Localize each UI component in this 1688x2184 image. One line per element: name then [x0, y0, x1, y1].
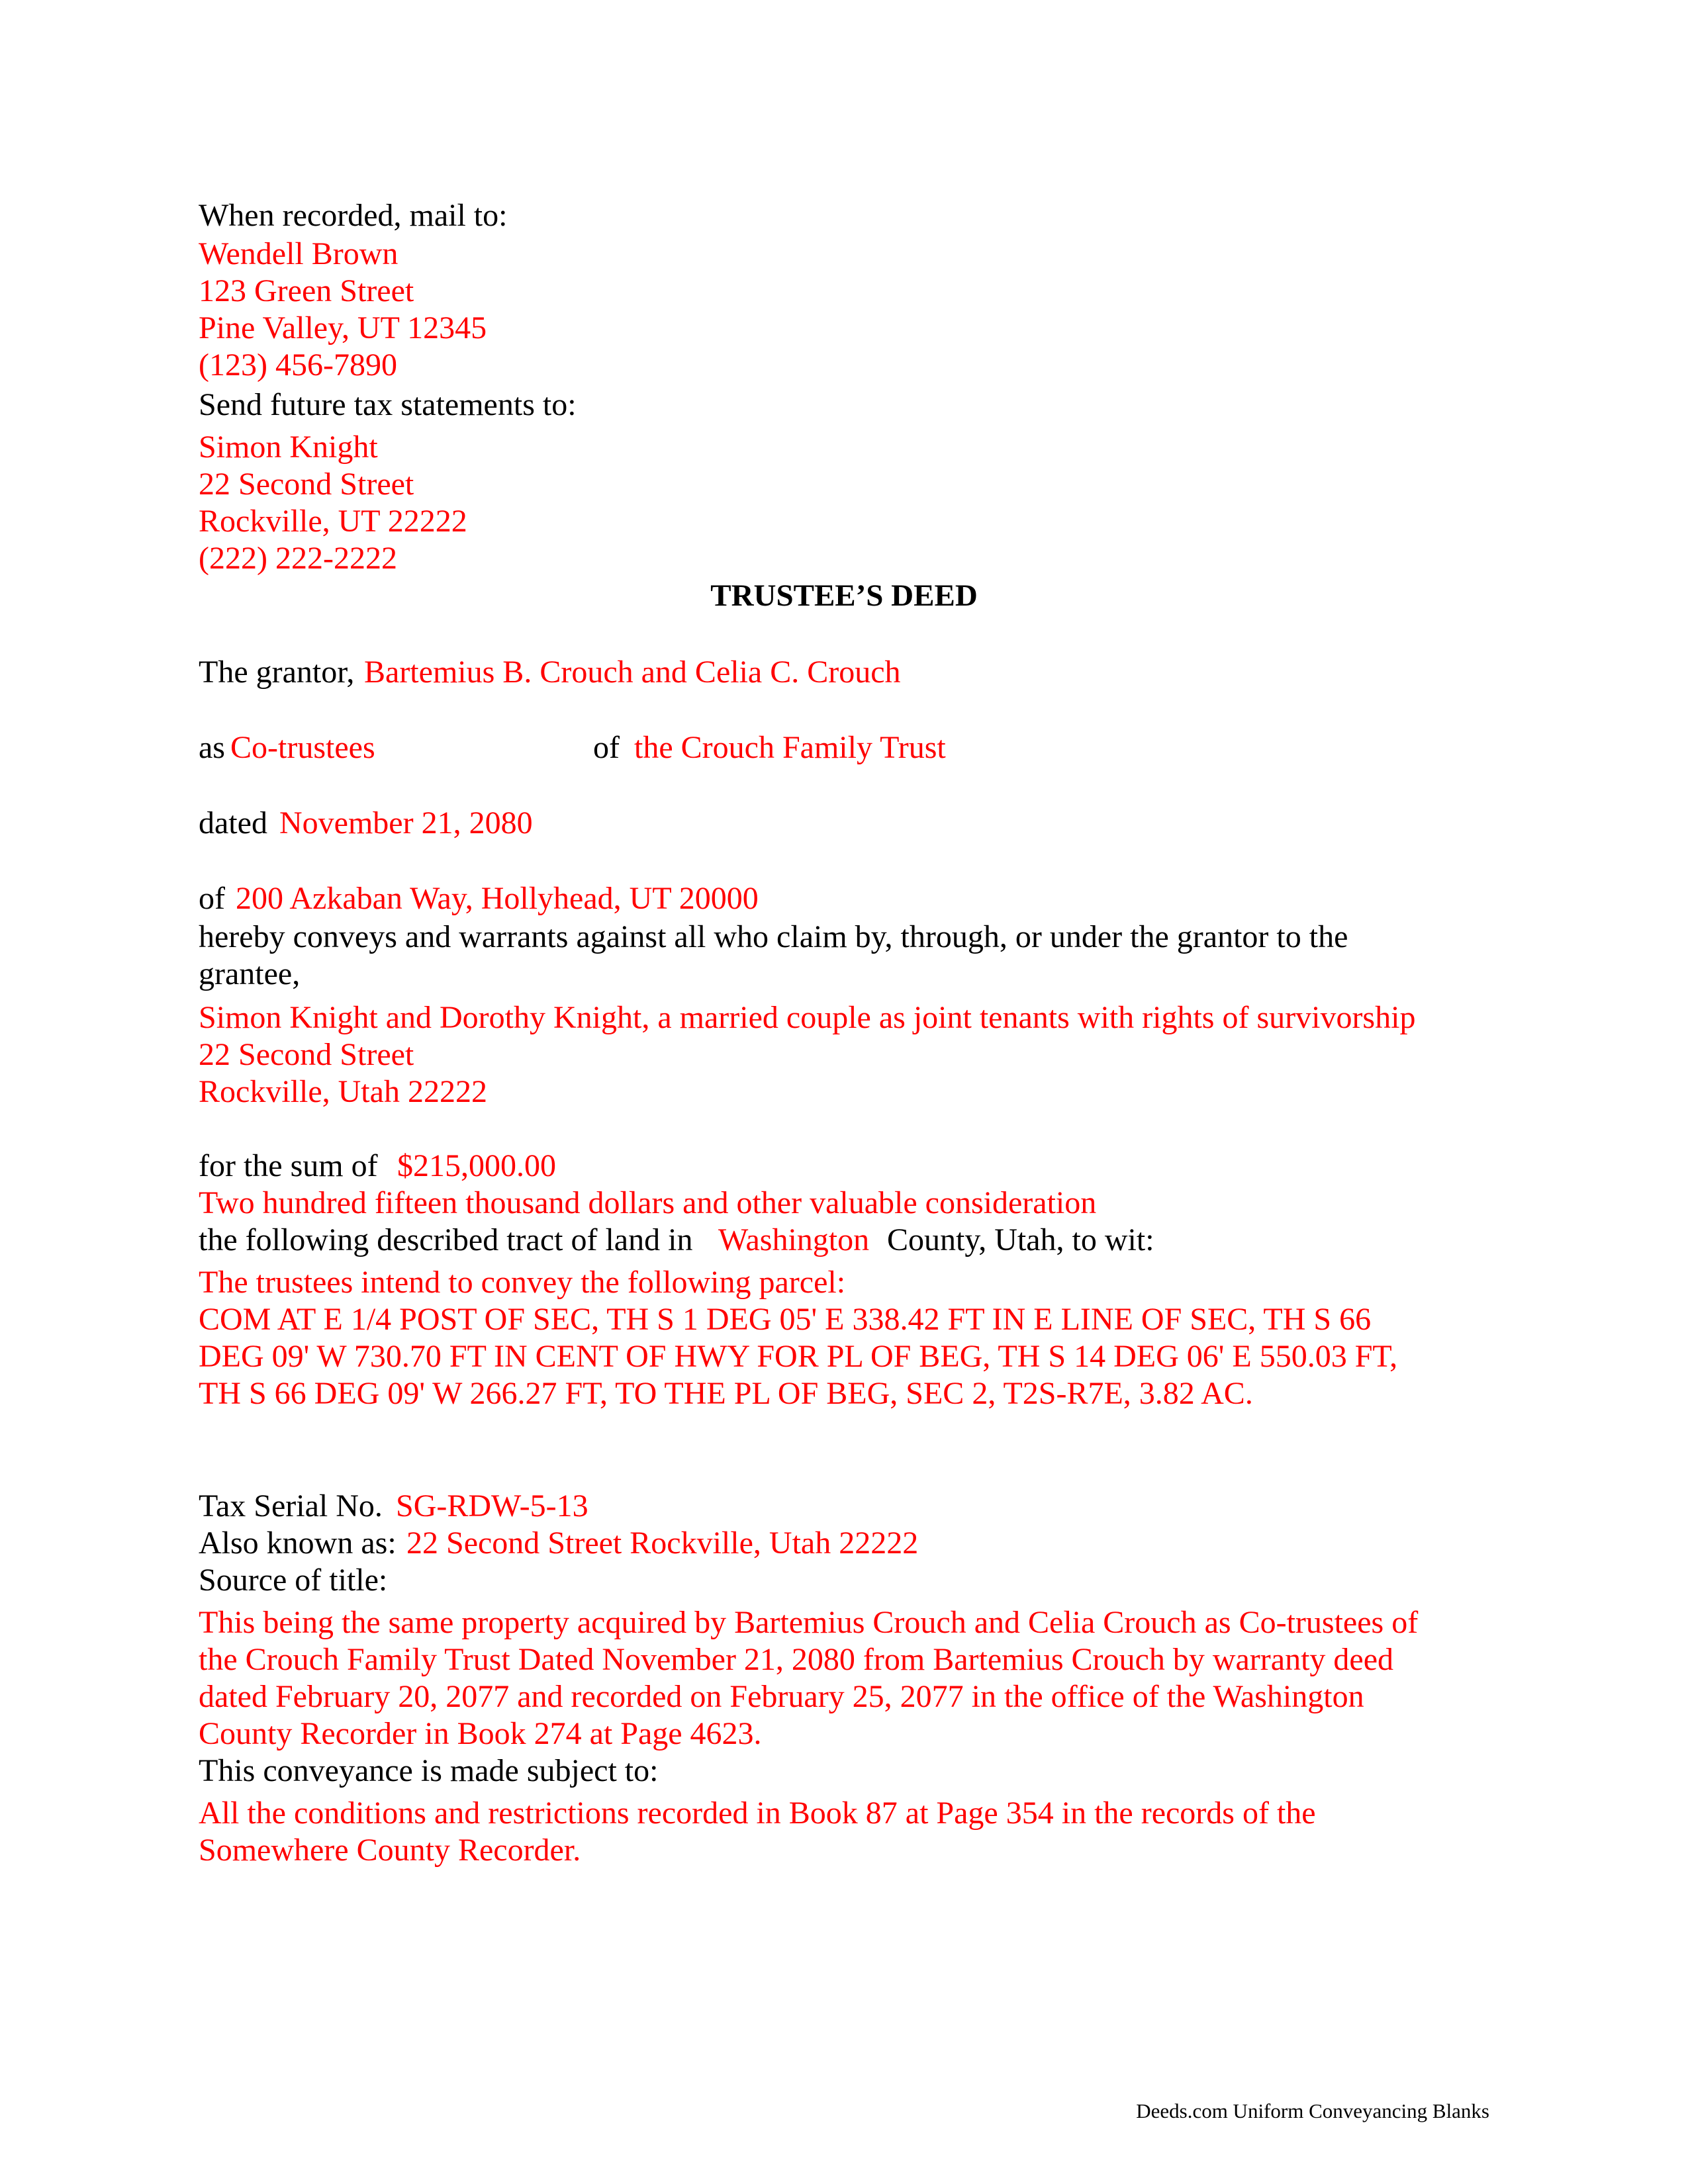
tax-to-name: Simon Knight	[199, 430, 378, 465]
land-prefix: the following described tract of land in	[199, 1222, 693, 1257]
trust-of-label: of	[593, 730, 620, 765]
tax-serial-label: Tax Serial No.	[199, 1488, 383, 1524]
mail-to-name: Wendell Brown	[199, 236, 399, 271]
mail-to-phone: (123) 456-7890	[199, 347, 397, 383]
legal-description-line-2: COM AT E 1/4 POST OF SEC, TH S 1 DEG 05' E 338.42 FT IN E LINE OF SEC, TH S 66	[199, 1302, 1372, 1337]
conveys-text-line-2: grantee,	[199, 956, 301, 991]
tax-to-street: 22 Second Street	[199, 467, 414, 502]
source-text-line-1: This being the same property acquired by Bartemius Crouch and Celia Crouch as Co-trustees of	[199, 1605, 1419, 1640]
legal-description-line-4: TH S 66 DEG 09' W 266.27 FT, TO THE PL OF BEG, SEC 2, T2S-R7E, 3.82 AC.	[199, 1376, 1253, 1411]
tax-to-city: Rockville, UT 22222	[199, 504, 467, 539]
footer-brand: Deeds.com Uniform Conveyancing Blanks	[1136, 2099, 1489, 2122]
land-suffix: County, Utah, to wit:	[887, 1222, 1154, 1257]
grantor-label: The grantor,	[199, 655, 355, 690]
dated-value: November 21, 2080	[279, 805, 533, 841]
capacity-value: Co-trustees	[230, 730, 375, 765]
subject-text-line-2: Somewhere County Recorder.	[199, 1833, 581, 1868]
conveys-text-line-1: hereby conveys and warrants against all who claim by, through, or under the grantor to the	[199, 919, 1348, 954]
source-of-title-label: Source of title:	[199, 1563, 388, 1598]
source-text-line-4: County Recorder in Book 274 at Page 4623.	[199, 1716, 762, 1751]
subject-to-label: This conveyance is made subject to:	[199, 1753, 659, 1788]
tax-statements-label: Send future tax statements to:	[199, 387, 577, 422]
grantee-city: Rockville, Utah 22222	[199, 1074, 487, 1109]
aka-label: Also known as:	[199, 1525, 397, 1561]
grantor-address: 200 Azkaban Way, Hollyhead, UT 20000	[236, 881, 759, 916]
dated-label: dated	[199, 805, 267, 841]
grantor-value: Bartemius B. Crouch and Celia C. Crouch	[364, 655, 901, 690]
grantee-names: Simon Knight and Dorothy Knight, a married couple as joint tenants with rights of survivorship	[199, 1000, 1416, 1035]
county-value: Washington	[718, 1222, 870, 1257]
trust-name: the Crouch Family Trust	[634, 730, 946, 765]
capacity-label: as	[199, 730, 225, 765]
sum-amount: $215,000.00	[397, 1148, 556, 1183]
sum-label: for the sum of	[199, 1148, 378, 1183]
mail-to-label: When recorded, mail to:	[199, 198, 508, 233]
source-text-line-3: dated February 20, 2077 and recorded on February 25, 2077 in the office of the Washington	[199, 1679, 1364, 1714]
legal-description-line-3: DEG 09' W 730.70 FT IN CENT OF HWY FOR PL OF BEG, TH S 14 DEG 06' E 550.03 FT,	[199, 1339, 1398, 1374]
legal-description-line-1: The trustees intend to convey the following parcel:	[199, 1265, 846, 1300]
mail-to-city: Pine Valley, UT 12345	[199, 310, 487, 345]
subject-text-line-1: All the conditions and restrictions recorded in Book 87 at Page 354 in the records of the	[199, 1796, 1316, 1831]
mail-to-street: 123 Green Street	[199, 273, 414, 308]
grantor-address-label: of	[199, 881, 225, 916]
tax-serial-value: SG-RDW-5-13	[396, 1488, 588, 1524]
tax-to-phone: (222) 222-2222	[199, 541, 397, 576]
aka-value: 22 Second Street Rockville, Utah 22222	[406, 1525, 919, 1561]
document-title: TRUSTEE’S DEED	[710, 578, 978, 613]
sum-in-words: Two hundred fifteen thousand dollars and other valuable consideration	[199, 1185, 1097, 1220]
source-text-line-2: the Crouch Family Trust Dated November 21, 2080 from Bartemius Crouch by warranty deed	[199, 1642, 1394, 1677]
grantee-street: 22 Second Street	[199, 1037, 414, 1072]
